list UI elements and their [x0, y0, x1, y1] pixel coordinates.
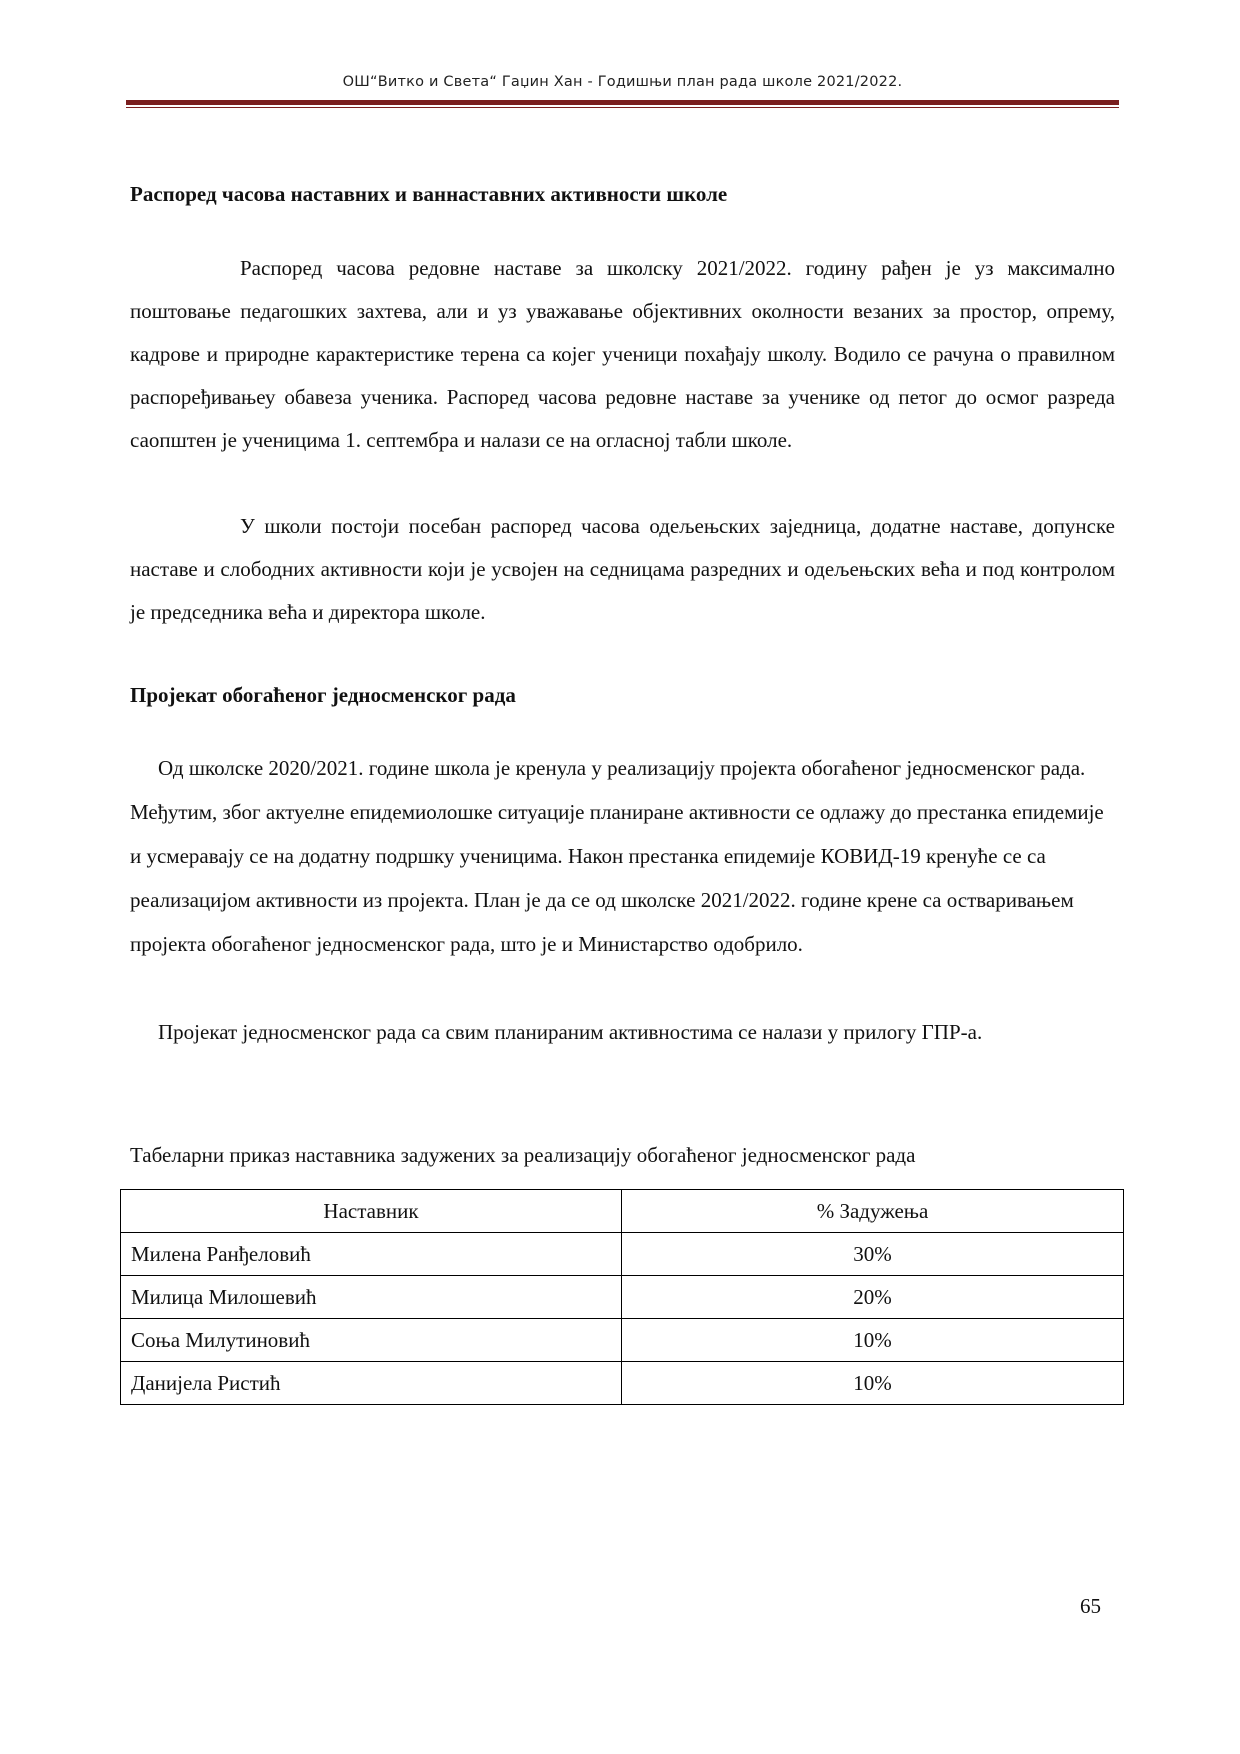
teacher-name: Данијела Ристић — [121, 1362, 622, 1405]
table-row — [121, 1362, 1124, 1405]
paragraph-schedule-1: Распоред часова редовне наставе за школску 2021/2022. годину рађен је уз максимално поштовање педагошких захтева, али и уз уважавање објективних околности везаних за простор, опрему, кадрове и природне карактеристике терена са којег ученици похађају школу. Водило се рачуна о правилном распоређивањеу обавеза ученика. Распоред часова редовне наставе за ученике од петог до осмог разреда саопштен је ученицима 1. септембра и налази се на огласној табли школе. — [130, 256, 1115, 452]
teacher-percent: 10% — [622, 1362, 1124, 1405]
teacher-percent: 20% — [622, 1276, 1124, 1319]
column-header-teacher: Наставник — [121, 1190, 622, 1233]
teacher-name: Милица Милошевић — [121, 1276, 622, 1319]
teachers-table — [120, 1189, 1124, 1405]
paragraph-schedule-2: У школи постоји посебан распоред часова одељењских заједница, додатне наставе, допунске наставе и слободних активности који је усвојен на седницама разредних и одељењских већа и под контролом је председника већа и директора школе. — [130, 514, 1115, 624]
column-header-percent: % Задужења — [622, 1190, 1124, 1233]
teacher-name: Соња Милутиновић — [121, 1319, 622, 1362]
teacher-percent: 10% — [622, 1319, 1124, 1362]
table-row — [121, 1233, 1124, 1276]
header-rule-thin — [126, 107, 1119, 108]
teacher-percent: 30% — [622, 1233, 1124, 1276]
table-row — [121, 1319, 1124, 1362]
page-number: 65 — [1080, 1594, 1101, 1618]
section-heading-project: Пројекат обогаћеног једносменског рада — [130, 683, 516, 707]
table-caption: Табеларни приказ наставника задужених за реализацију обогаћеног једносменског рада — [130, 1143, 916, 1167]
paragraph-project-1: Од школске 2020/2021. године школа је кренула у реализацију пројекта обогаћеног једносменског рада. Међутим, због актуелне епидемиолошке ситуације планиране активности се одлажу до престанка епидемије и усмеравају се на додатну подршку ученицима. Након престанка епидемије КОВИД-19 кренуће се са реализацијом активности из пројекта. План је да се од школске 2021/2022. године крене са остваривањем пројекта обогаћеног једносменског рада, што је и Министарство одобрило. — [130, 756, 1104, 956]
running-header: ОШ“Витко и Света“ Гаџин Хан - Годишњи план рада школе 2021/2022. — [342, 74, 903, 90]
table-header-row — [121, 1190, 1124, 1233]
teacher-name: Милена Ранђеловић — [121, 1233, 622, 1276]
paragraph-project-2: Пројекат једносменског рада са свим планираним активностима се налази у прилогу ГПР-а. — [158, 1020, 983, 1044]
header-rule — [126, 100, 1119, 105]
table-row — [121, 1276, 1124, 1319]
section-heading-schedule: Распоред часова наставних и ваннаставних активности школе — [130, 182, 728, 206]
